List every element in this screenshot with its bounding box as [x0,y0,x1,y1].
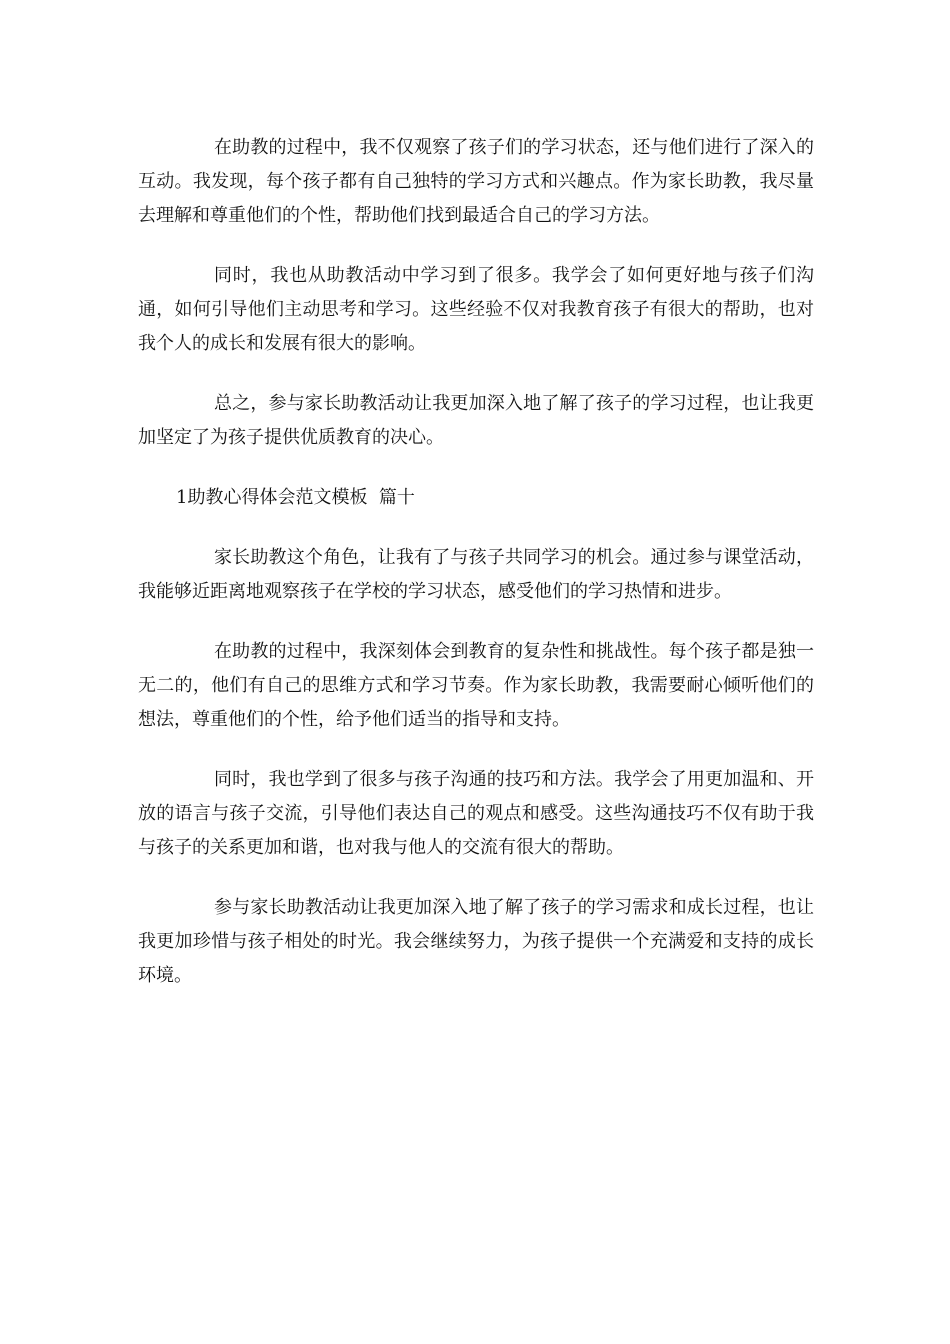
document-body [138,131,814,1019]
paragraph: 在助教的过程中，我深刻体会到教育的复杂性和挑战性。每个孩子都是独一无二的，他们有自己的思维方式和学习节奏。作为家长助教，我需要耐心倾听他们的想法，尊重他们的个性，给予他们适当的指导和支持。 [138,641,814,730]
paragraph: 在助教的过程中，我不仅观察了孩子们的学习状态，还与他们进行了深入的互动。我发现，每个孩子都有自己独特的学习方式和兴趣点。作为家长助教，我尽量去理解和尊重他们的个性，帮助他们找到最适合自己的学习方法。 [138,137,814,226]
paragraph: 参与家长助教活动让我更加深入地了解了孩子的学习需求和成长过程，也让我更加珍惜与孩子相处的时光。我会继续努力，为孩子提供一个充满爱和支持的成长环境。 [138,897,814,986]
section-heading: 1助教心得体会范文模板 篇十 [176,487,415,508]
paragraph: 同时，我也从助教活动中学习到了很多。我学会了如何更好地与孩子们沟通，如何引导他们主动思考和学习。这些经验不仅对我教育孩子有很大的帮助，也对我个人的成长和发展有很大的影响。 [138,265,814,354]
paragraph: 总之，参与家长助教活动让我更加深入地了解了孩子的学习过程，也让我更加坚定了为孩子提供优质教育的决心。 [138,393,814,448]
paragraph: 同时，我也学到了很多与孩子沟通的技巧和方法。我学会了用更加温和、开放的语言与孩子交流，引导他们表达自己的观点和感受。这些沟通技巧不仅有助于我与孩子的关系更加和谐，也对我与他人的交流有很大的帮助。 [138,769,814,858]
paragraph: 家长助教这个角色，让我有了与孩子共同学习的机会。通过参与课堂活动，我能够近距离地观察孩子在学校的学习状态，感受他们的学习热情和进步。 [138,547,814,602]
